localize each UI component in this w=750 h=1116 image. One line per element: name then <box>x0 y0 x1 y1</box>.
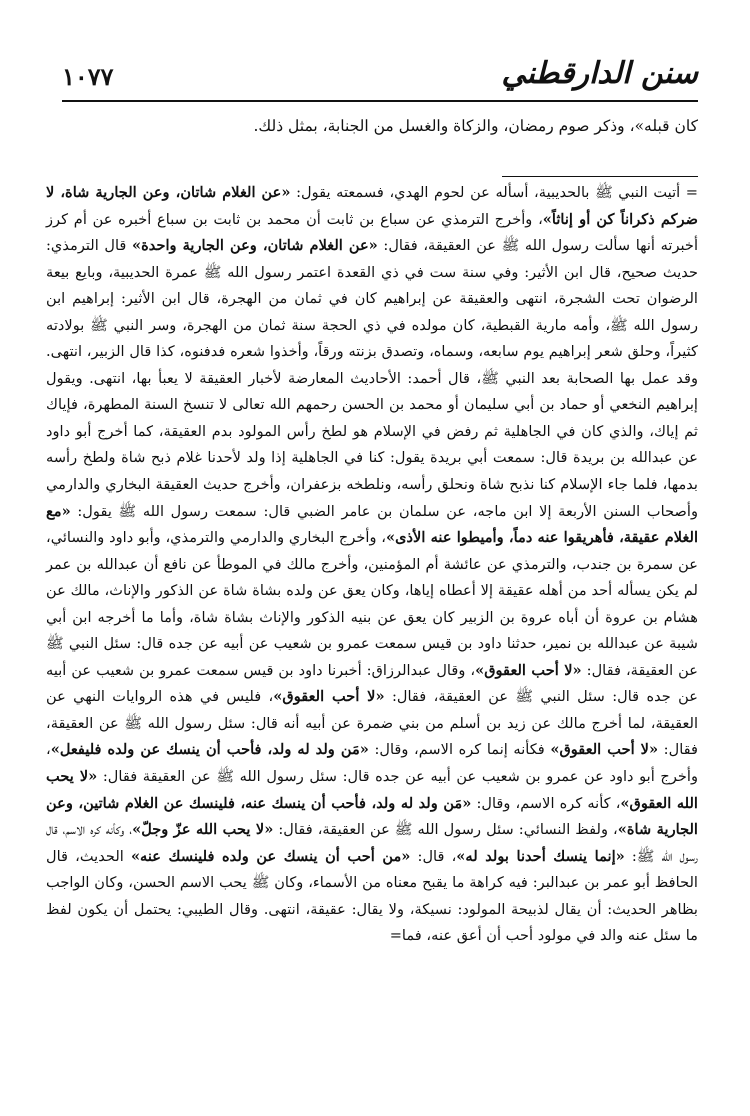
hadith-quote: «مَن ولد له ولد، فأحب أن ينسك عن ولده فليفعل» <box>50 741 369 759</box>
footnote-text: ، وكأنه كره الاسم، قال رسول الله ﷺ: <box>46 821 699 865</box>
footnote-text: ، فليس في هذه الروايات النهي عن العقيقة، لما أخرج مالك عن زيد بن أسلم من بني ضمرة عن أبيه أنه قال: سئل رسول الله ﷺ عن العقيقة، فقال: <box>46 688 699 759</box>
hadith-quote: «مع الغلام عقيقة، فأهريقوا عنه دماً، وأميطوا عنه الأذى» <box>46 502 698 547</box>
hadith-quote: «من أحب أن ينسك عن ولده فلينسك عنه» <box>130 847 411 865</box>
continuation-marker: = <box>685 184 699 201</box>
hadith-quote: «لا أحب العقوق» <box>550 741 659 759</box>
hadith-quote: «لا أحب العقوق» <box>273 688 385 706</box>
footnote-text: ، وقال عبدالرزاق: أخبرنا داود بن قيس سمعت عمرو بن شعيب عن أبيه عن جده قال: سئل النبي ﷺ عن العقيقة، فقال: <box>46 661 698 706</box>
hadith-quote: «إنما ينسك أحدنا بولد له» <box>456 847 625 865</box>
footnote-text: قال الترمذي: حديث صحيح، قال ابن الأثير: وفي سنة ست في ذي القعدة اعتمر رسول الله ﷺ عمرة الحديبية، وبايع بيعة الرضوان تحت الشجرة، انتهى والعقيقة عن إبراهيم كان في ثمان من الهجرة، قال ابن الأثير: إبراهيم ابن رسول الله ﷺ، وأمه مارية القبطية، كان مولده في ذي الحجة سنة ثمان من الهجرة، وسر النبي ﷺ بولادته كثيراً، وحلق شعر إبراهيم يوم سابعه، وسماه، وتصدق بزنته ورقاً، وأخذوا شعره فدفنوه، كذا قال الزبير، انتهى. وقد عمل بها الصحابة بعد النبي ﷺ، قال أحمد: الأحاديث المعارضة لأخبار العقيقة لا يعبأ بها، انتهى. ويقول إبراهيم النخعي أو حماد بن أبي سليمان أو محمد بن الحسن رحمهم الله تعالى لا تنسخ السنة المطهرة، فإياك ثم إياك، والذي كان في الجاهلية ثم رفض في الإسلام هو لطخ رأس المولود بدم العقيقة، كما أخرج أبو داود عن عبدالله بن بريدة قال: سمعت أبي بريدة يقول: كنا في الجاهلية إذا ولد لأحدنا غلام ذبح شاة ولطخ رأسه بدمها، فلما جاء الإسلام كنا نذبح شاة ونحلق رأسه، ونلطخه بزعفران، وأخرج حديث العقيقة البخاري والدارمي وأصحاب السنن الأربعة إلا ابن ماجه، عن سلمان بن عامر الضبي قال: سمعت رسول الله ﷺ يقول: <box>46 237 698 520</box>
hadith-quote: «عن الغلام شاتان، وعن الجارية شاة، لا ضركم ذكراناً كن أو إناثاً» <box>46 184 699 228</box>
header-divider <box>62 100 698 102</box>
hadith-quote: «لا يحب الله العقوق» <box>46 768 698 812</box>
footnote-text: ، وأخرج البخاري والدارمي والترمذي، وأبو داود والنسائي، عن سمرة بن جندب، والترمذي عن عائشة أم المؤمنين، وأخرج مالك في الموطأ عن نافع أن عبدالله بن عمر لم يكن يسأله أحد من أهله عقيقة إلا أعطاه إياها، وكان يعق عن ولده بشاة شاة عن الذكور والإناث، مالك عن هشام بن عروة أن أباه عروة بن الزبير كان يعق عن بنيه الذكور والإناث بشاة شاة، وأما ما أخرجه ابن أبي شيبة عن عبدالله بن نمير، حدثنا داود بن قيس سمعت عمرو بن شعيب عن أبيه عن جده قال: سئل النبي ﷺ عن العقيقة، فقال: <box>46 529 698 679</box>
footnote-text: ، وأخرج أبو داود عن عمرو بن شعيب عن أبيه عن جده قال: سئل رسول الله ﷺ عن العقيقة فقال: <box>46 741 698 786</box>
footnote-text: ، قال: <box>410 847 457 865</box>
page-header <box>62 56 698 100</box>
hadith-quote: «عن الغلام شاتان، وعن الجارية واحدة» <box>132 237 378 255</box>
footnote-text: فكأنه إنما كره الاسم، وقال: <box>368 741 551 759</box>
page-number: ١٠٧٧ <box>62 62 114 91</box>
footnote-paragraph <box>46 180 698 950</box>
footnote-text: ، وأخرج الترمذي عن سباع بن ثابت أن محمد بن ثابت بن سباع أخبره عن أم كرز أخبرته أنها سألت رسول الله ﷺ عن العقيقة، فقال: <box>46 210 699 255</box>
hadith-quote: «لا أحب العقوق» <box>475 661 582 679</box>
footnote-text: ، ولفظ النسائي: سئل رسول الله ﷺ عن العقيقة، فقال: <box>273 821 618 839</box>
hadith-quote: «مَن ولد له ولد، فأحب أن ينسك عنه، فلينسك عن الغلام شاتين، وعن الجارية شاة» <box>46 794 698 839</box>
footnote-divider <box>502 176 698 177</box>
main-text: كان قبله»، وذكر صوم رمضان، والزكاة والغسل من الجنابة، بمثل ذلك. <box>253 117 698 135</box>
hadith-quote: «لا يحب الله عزّ وجلّ» <box>132 821 274 839</box>
footnote-text: ، كأنه كره الاسم، وقال: <box>471 794 621 812</box>
book-title: سنن الدارقطني <box>501 56 698 91</box>
footnote-text: أتيت النبي ﷺ بالحديبية، أسأله عن لحوم الهدي، فسمعته يقول: <box>290 184 681 201</box>
footnote-block <box>46 180 698 950</box>
footnote-text: الحديث، قال الحافظ أبو عمر بن عبدالبر: فيه كراهة ما يقبح معناه من الأسماء، وكان ﷺ يحب الاسم الحسن، وكان الواجب بظاهر الحديث: أن يقال لذبيحة المولود: نسيكة، ولا يقال: عقيقة، انتهى. وقال الطيبي: يحتمل أن يكون لفظ ما سئل عنه والد في مولود أحب أن أعق عنه، فما= <box>46 847 698 945</box>
